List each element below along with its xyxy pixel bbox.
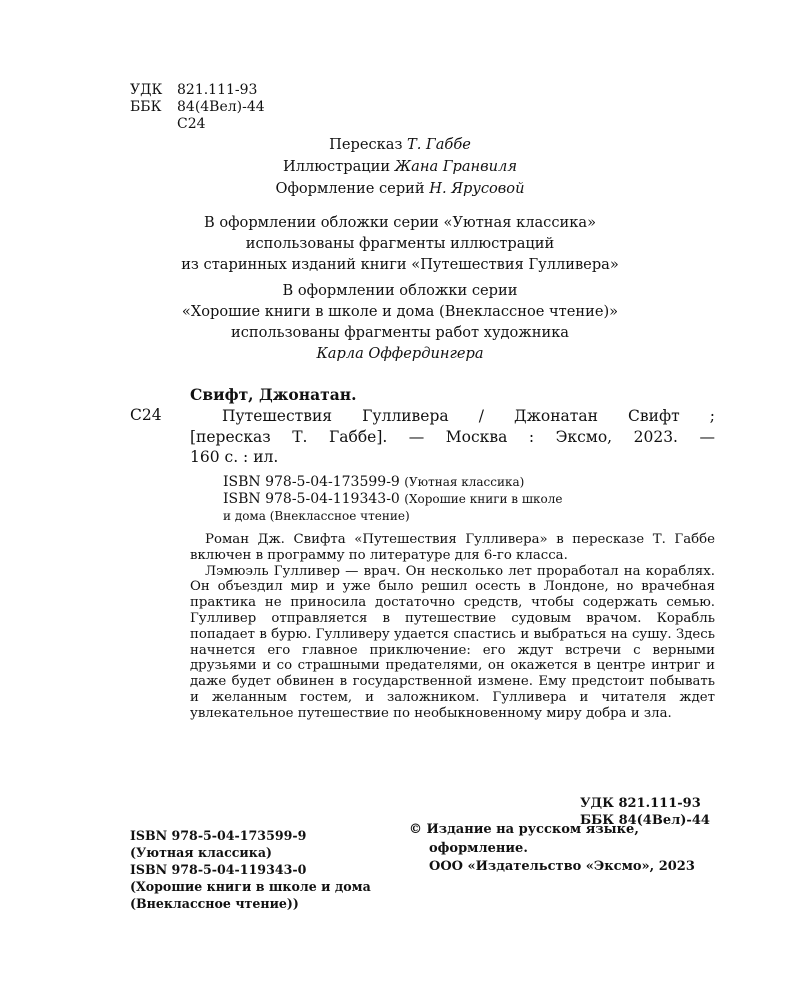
bbk-code: ББК 84(4Вел)-44 — [580, 813, 710, 828]
isbn-series: (Хорошие книги в школе — [404, 492, 563, 506]
notice-line: использованы фрагменты работ художника — [230, 324, 570, 341]
copyright-line: © Издание на русском языке, — [409, 822, 639, 837]
isbn-series-continued: и дома (Внеклассное чтение) — [223, 509, 410, 523]
bbk-label: ББК — [130, 99, 162, 115]
illustrations-name: Жана Гранвиля — [394, 158, 517, 175]
design-label: Оформление серий — [275, 180, 425, 197]
notice-line: В оформлении обложки серии — [282, 282, 518, 299]
isbn-footer-line: (Уютная классика) — [130, 845, 272, 860]
annotation — [190, 532, 715, 722]
author-sign-row — [130, 116, 265, 133]
isbn-series: (Уютная классика) — [404, 475, 525, 489]
bbk-value: 84(4Вел)-44 — [177, 99, 265, 115]
author-sign-value: С24 — [177, 116, 206, 132]
cover-notice-cozy-classics — [0, 212, 800, 275]
design-name: Н. Ярусовой — [429, 180, 525, 197]
catalog-imprint-line: [пересказ Т. Габбе]. — Москва : Эксмо, 2023. — — [190, 427, 715, 446]
annotation-paragraph: Роман Дж. Свифта «Путешествия Гулливера» в пересказе Т. Габбе включен в программу по литературе для 6-го класса. — [190, 532, 715, 563]
artist-name: Карла Оффердингера — [316, 345, 484, 362]
classification-block — [130, 82, 265, 133]
copyright-line: оформление. — [429, 840, 528, 856]
retelling-name: Т. Габбе — [407, 136, 471, 153]
isbn-footer-line: ISBN 978-5-04-173599-9 — [130, 828, 307, 843]
udk-value: 821.111-93 — [177, 82, 258, 98]
bbk-row — [130, 99, 265, 116]
catalog-title-line: Путешествия Гулливера / Джонатан Свифт ; — [222, 407, 715, 425]
catalog-entry — [190, 406, 715, 468]
catalog-code: С24 — [130, 406, 162, 424]
illustrations-credit — [0, 156, 800, 178]
illustrations-label: Иллюстрации — [283, 158, 391, 175]
notice-line: из старинных изданий книги «Путешествия Гулливера» — [181, 256, 619, 273]
udk-row — [130, 82, 265, 99]
catalog-extent-line: 160 с. : ил. — [190, 448, 279, 466]
notice-line: использованы фрагменты иллюстраций — [245, 235, 555, 252]
isbn-number: ISBN 978-5-04-173599-9 — [223, 474, 400, 490]
retelling-credit — [0, 134, 800, 156]
design-credit — [0, 178, 800, 200]
author-sign-label — [130, 116, 177, 133]
catalog-author: Свифт, Джонатан. — [190, 385, 357, 404]
notice-line: В оформлении обложки серии «Уютная классика» — [203, 214, 596, 231]
isbn-footer — [130, 827, 371, 912]
isbn-line — [223, 474, 562, 491]
isbn-block — [223, 474, 562, 525]
copyright-notice — [409, 821, 695, 877]
notice-line: «Хорошие книги в школе и дома (Внеклассное чтение)» — [181, 303, 619, 320]
isbn-footer-line: ISBN 978-5-04-119343-0 — [130, 862, 307, 877]
udk-code: УДК 821.111-93 — [580, 796, 701, 811]
annotation-paragraph: Лэмюэль Гулливер — врач. Он несколько лет проработал на кораблях. Он объездил мир и уже было решил осесть в Лондоне, но врачебная практика не приносила достаточно средств, чтобы содержать семью. Гулливер отправляется в путешествие судовым врачом. Корабль попадает в бурю. Гулливеру удается спастись и выбраться на сушу. Здесь начнется его главное приключение: его ждут встречи с верными друзьями и со страшными предателями, он окажется в центре интриг и даже будет обвинен в государственной измене. Ему предстоит побывать и желанным гостем, и заложником. Гулливера и читателя ждет увлекательное путешествие по необыкновенному миру добра и зла. — [190, 563, 715, 721]
isbn-number: ISBN 978-5-04-119343-0 — [223, 491, 400, 507]
retelling-label: Пересказ — [329, 136, 403, 153]
isbn-footer-line: (Внеклассное чтение)) — [130, 896, 299, 911]
cover-notice-good-books — [0, 280, 800, 364]
isbn-line — [223, 491, 562, 508]
udk-label: УДК — [130, 82, 163, 98]
copyright-line: ООО «Издательство «Эксмо», 2023 — [429, 859, 695, 874]
isbn-footer-line: (Хорошие книги в школе и дома — [130, 879, 371, 894]
credits — [0, 134, 800, 200]
